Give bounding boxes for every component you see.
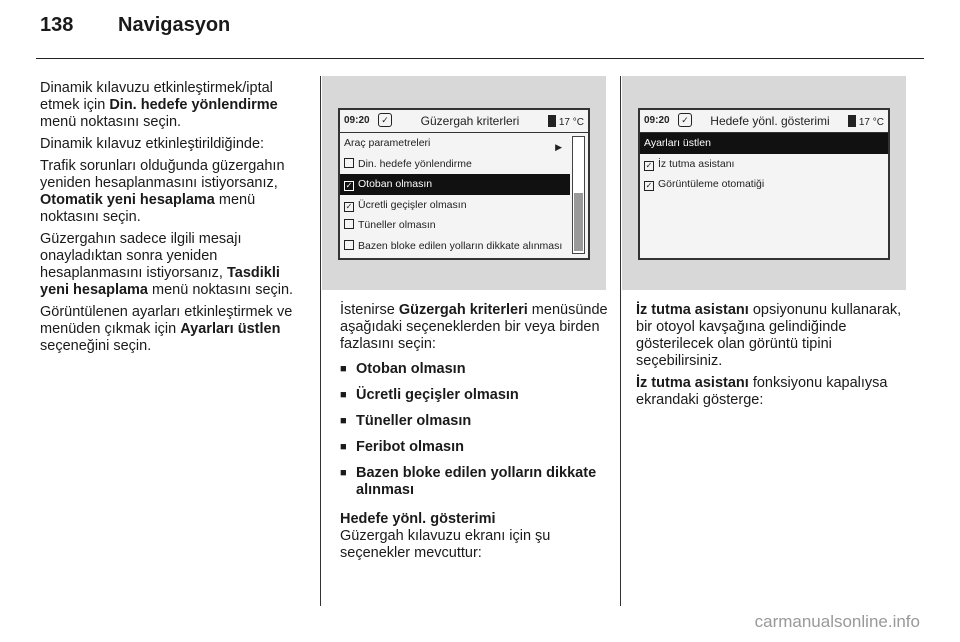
list-item: ■ Ücretli geçişler olmasın	[340, 387, 612, 404]
display-screen	[338, 108, 590, 260]
page-title: Navigasyon	[118, 14, 231, 36]
checkbox-checked-icon: ✓	[645, 160, 653, 170]
list-item: ■ Feribot olmasın	[340, 439, 612, 456]
display-screen	[638, 108, 890, 260]
checkbox-checked-icon: ✓	[345, 181, 353, 190]
column-right	[636, 302, 906, 414]
paragraph-confirmed-recalc: Güzergahın sadece ilgili mesajı onayladıktan sonra yeniden hesaplanmasını istiyorsanız, Tasdikli yeni hesaplama menü noktasını seçin.	[40, 231, 294, 298]
screenshot-guidance-display	[622, 76, 906, 290]
submenu-arrow-icon: ▶	[555, 142, 562, 152]
menu-item[interactable]: Tüneller olmasın	[340, 215, 588, 236]
page-header	[40, 14, 230, 37]
scrollbar-thumb[interactable]	[574, 193, 583, 251]
checkbox-unchecked-icon	[344, 240, 354, 250]
column-divider-2	[620, 76, 621, 606]
paragraph-dynamic-guidance: Dinamik kılavuzu etkinleştirmek/iptal etmek için Din. hedefe yönlendirme menü noktasını seçin.	[40, 80, 278, 130]
menu-item[interactable]: ✓ Görüntüleme otomatiği	[645, 178, 765, 190]
options-list	[340, 361, 612, 499]
column-left	[40, 80, 306, 360]
menu-item-selected[interactable]: Ayarları üstlen	[640, 133, 888, 154]
nav-mode-icon: ✓	[678, 113, 692, 127]
thermometer-icon	[548, 115, 556, 127]
paragraph-guidance-options: Güzergah kılavuzu ekranı için şu seçenekler mevcuttur:	[340, 528, 551, 561]
checkbox-unchecked-icon	[344, 158, 354, 168]
paragraph-auto-recalc: Trafik sorunları olduğunda güzergahın yeniden hesaplanmasını istiyorsanız, Otomatik yeni hesaplama menü noktasını seçin.	[40, 158, 285, 225]
scrollbar[interactable]	[572, 136, 585, 254]
menu-item[interactable]: ✓ İz tutma asistanı	[645, 157, 735, 170]
clock: 09:20	[644, 115, 670, 126]
page-number: 138	[40, 14, 74, 36]
status-bar	[340, 110, 588, 133]
subheading: Hedefe yönl. gösterimi	[340, 511, 496, 527]
screen-title: Güzergah kriterleri	[420, 114, 520, 128]
temperature: 17 °C	[848, 115, 884, 128]
list-item: ■ Otoban olmasın	[340, 361, 612, 378]
header-rule	[36, 58, 924, 59]
menu-item[interactable]: Din. hedefe yönlendirme	[340, 154, 588, 175]
menu-item[interactable]: ✓ Ücretli geçişler olmasın	[345, 198, 467, 211]
screenshot-route-criteria	[322, 76, 606, 290]
column-middle	[340, 302, 612, 567]
checkbox-checked-icon: ✓	[345, 201, 353, 211]
list-item: ■ Bazen bloke edilen yolların dikkate alınması	[340, 465, 612, 499]
list-item: ■ Tüneller olmasın	[340, 413, 612, 430]
clock: 09:20	[344, 115, 370, 126]
column-divider-1	[320, 76, 321, 606]
checkbox-unchecked-icon	[344, 219, 354, 229]
paragraph-when-enabled: Dinamik kılavuz etkinleştirildiğinde:	[40, 136, 265, 152]
checkbox-checked-icon: ✓	[645, 181, 653, 190]
paragraph-route-criteria-intro: İstenirse Güzergah kriterleri menüsünde aşağıdaki seçeneklerden bir veya birden fazlasını seçin:	[340, 302, 608, 352]
paragraph-apply-settings: Görüntülenen ayarları etkinleştirmek ve menüden çıkmak için Ayarları üstlen seçeneğini seçin.	[40, 304, 293, 354]
paragraph-lane-assist-off: İz tutma asistanı fonksiyonu kapalıysa ekrandaki gösterge:	[636, 375, 888, 408]
menu-item-selected[interactable]: ✓ Otoban olmasın	[340, 174, 570, 195]
watermark: carmanualsonline.info	[754, 612, 920, 631]
screen-title: Hedefe yönl. gösterimi	[710, 114, 830, 128]
status-bar	[640, 110, 888, 133]
menu-item[interactable]: Bazen bloke edilen yolların dikkate alınması	[340, 236, 588, 257]
menu-item[interactable]: Araç parametreleri ▶	[340, 133, 588, 154]
thermometer-icon	[848, 115, 856, 127]
temperature: 17 °C	[548, 115, 584, 128]
paragraph-lane-assist: İz tutma asistanı opsiyonunu kullanarak, bir otoyol kavşağına gelindiğinde gösterilecek olan görüntü tipini seçebilirsiniz.	[636, 302, 902, 369]
nav-mode-icon: ✓	[378, 113, 392, 127]
